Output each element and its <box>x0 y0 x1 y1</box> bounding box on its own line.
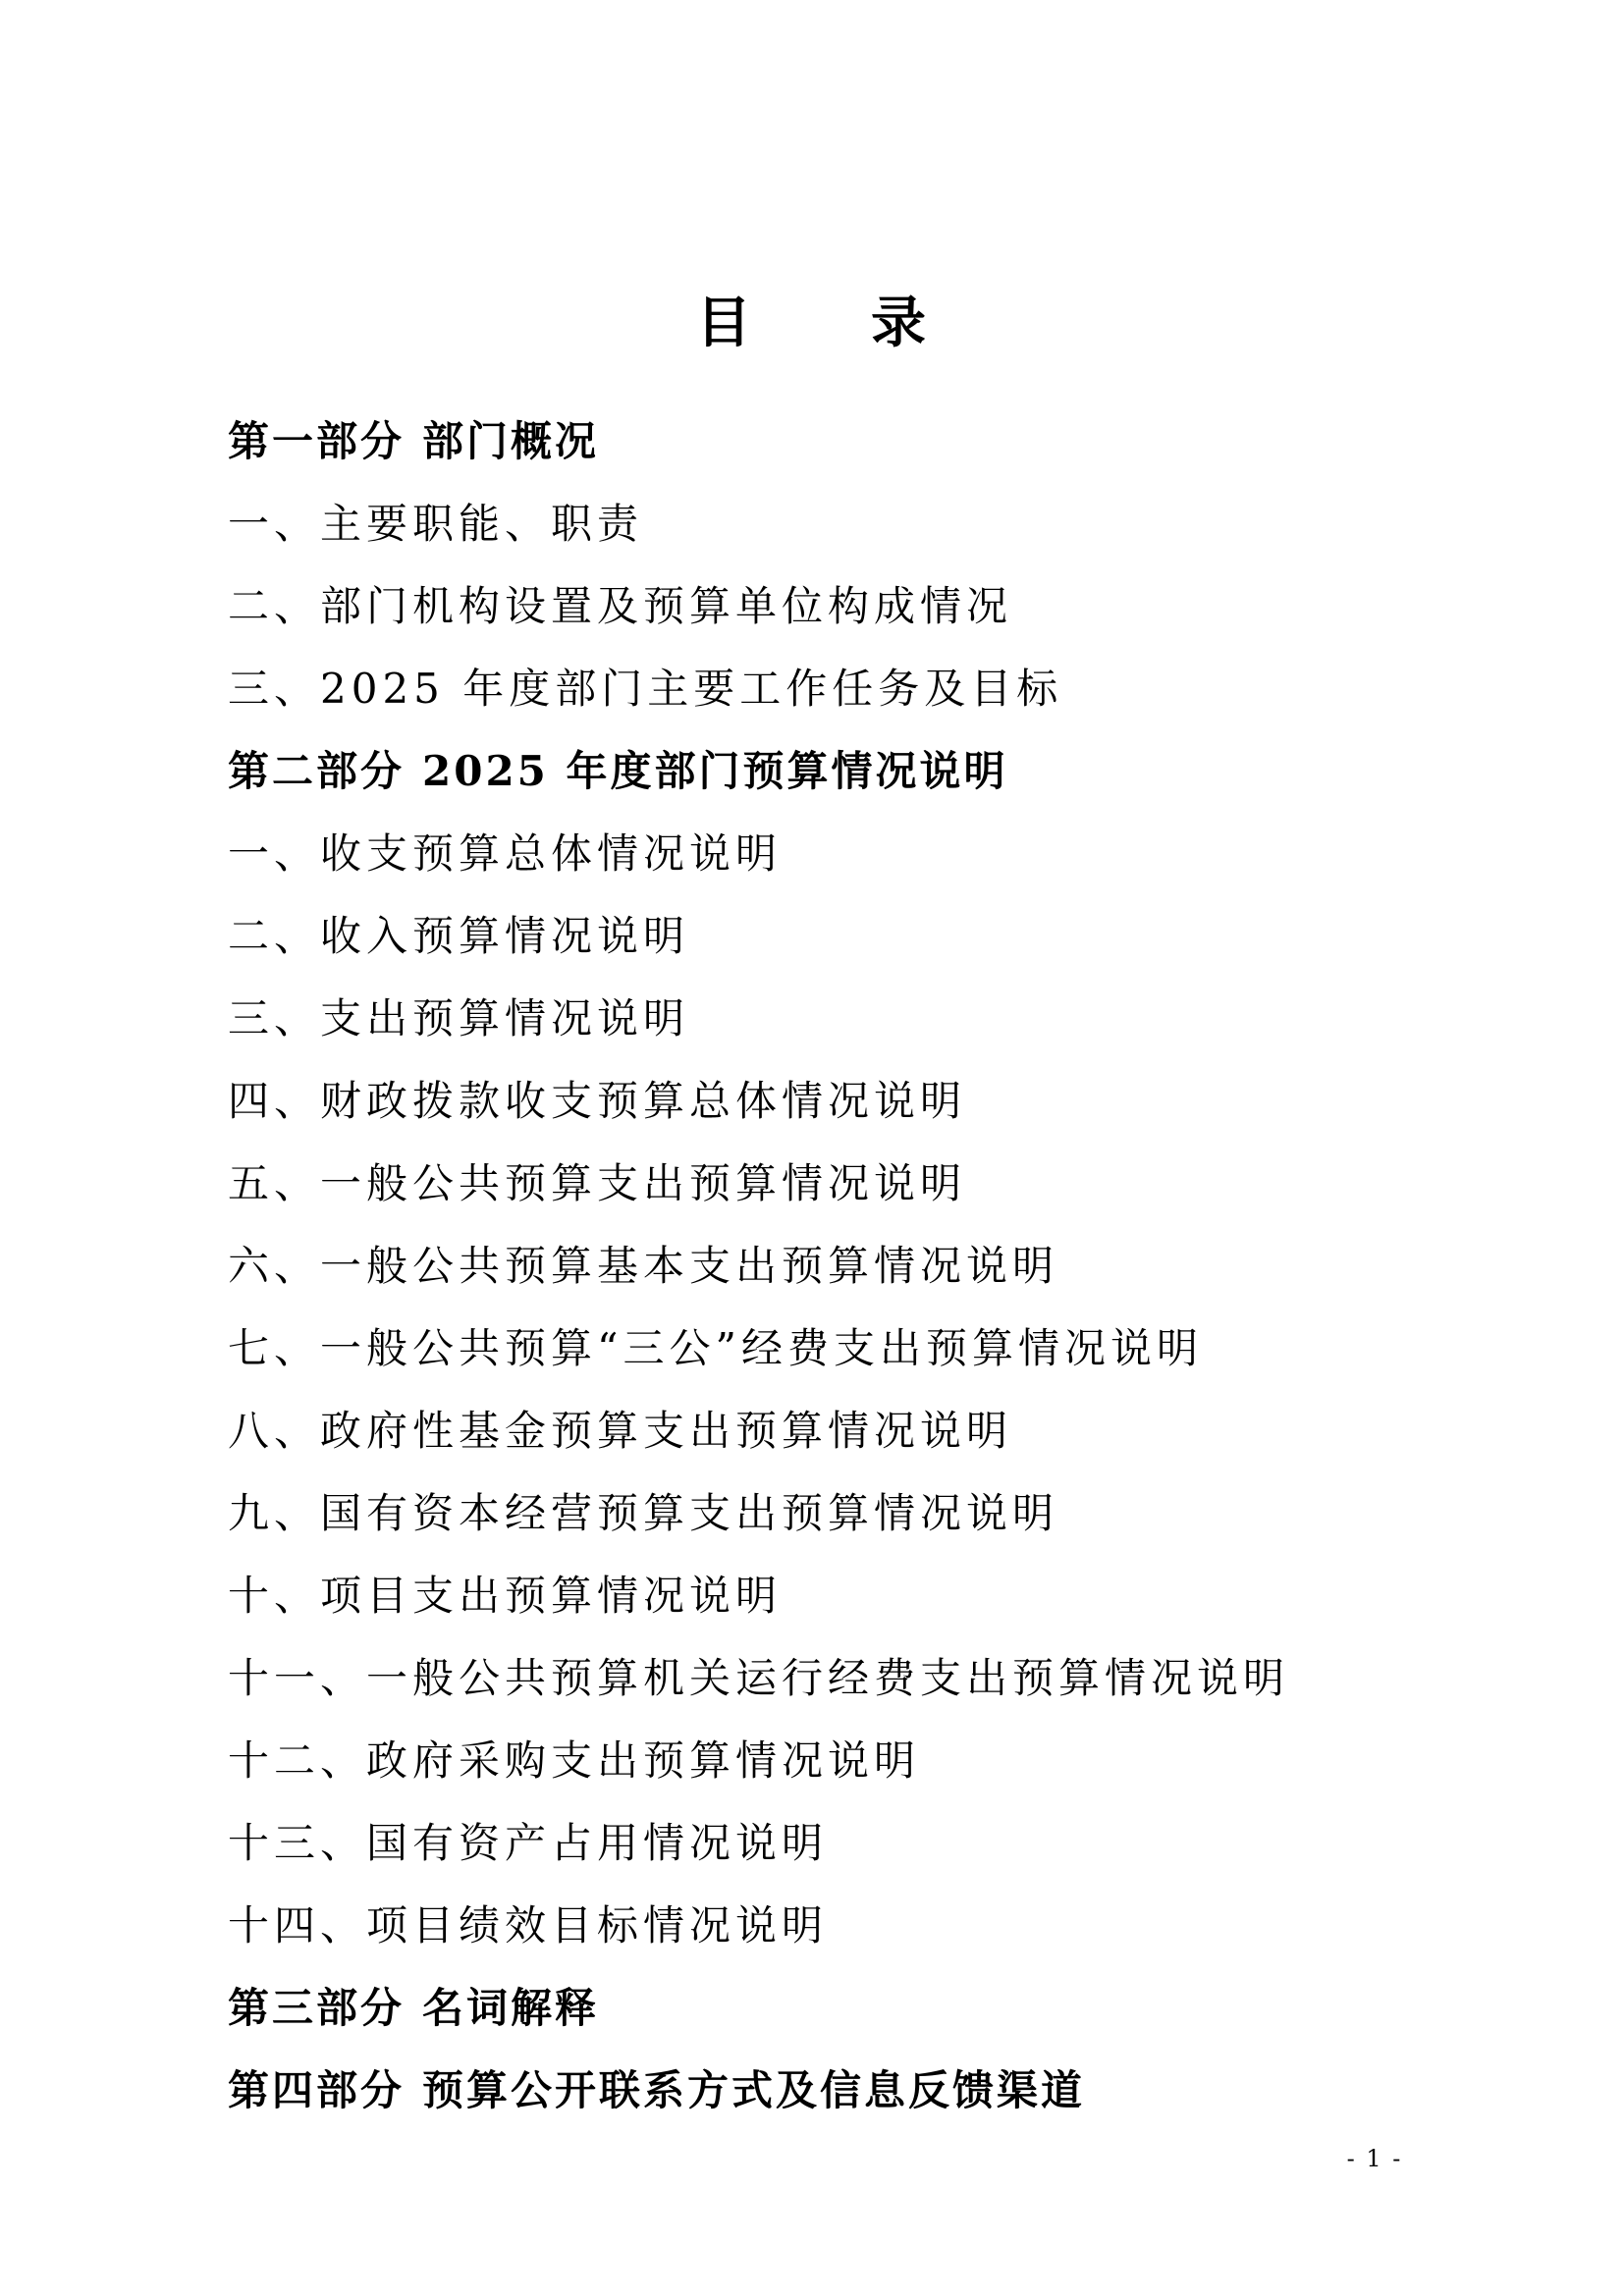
toc-item[interactable]: 三、支出预算情况说明 <box>228 994 690 1042</box>
toc-part-1[interactable] <box>228 412 1504 495</box>
toc-item[interactable]: 十一、一般公共预算机关运行经费支出预算情况说明 <box>228 1654 1290 1702</box>
toc-item[interactable]: 十、项目支出预算情况说明 <box>228 1572 783 1620</box>
toc-item[interactable]: 一、收支预算总体情况说明 <box>228 829 783 878</box>
toc-part-4[interactable] <box>228 2061 1504 2144</box>
toc-item[interactable]: 八、政府性基金预算支出预算情况说明 <box>228 1407 1013 1455</box>
toc-part-title: 部门概况 <box>422 417 600 465</box>
toc-part-number: 第二部分 <box>228 747 406 795</box>
toc-part-number: 第三部分 <box>228 1984 406 2032</box>
toc-part-number: 第一部分 <box>228 417 406 465</box>
toc-item[interactable]: 十四、项目绩效目标情况说明 <box>228 1901 829 1949</box>
toc-item[interactable]: 九、国有资本经营预算支出预算情况说明 <box>228 1489 1059 1537</box>
title-char-left: 目 <box>696 291 753 355</box>
toc-item[interactable]: 三、2025 年度部门主要工作任务及目标 <box>228 665 1063 713</box>
toc-item[interactable]: 十二、政府采购支出预算情况说明 <box>228 1736 921 1785</box>
table-of-contents <box>228 412 1504 2144</box>
toc-part-title: 预算公开联系方式及信息反馈渠道 <box>422 2066 1086 2114</box>
toc-item[interactable]: 二、部门机构设置及预算单位构成情况 <box>228 582 1013 630</box>
page-number: - 1 - <box>1346 2145 1403 2172</box>
toc-item[interactable]: 四、财政拨款收支预算总体情况说明 <box>228 1077 967 1125</box>
title-char-right: 录 <box>871 291 928 355</box>
toc-part-title: 2025 年度部门预算情况说明 <box>422 747 1008 795</box>
toc-part-3[interactable] <box>228 1979 1504 2061</box>
toc-item[interactable]: 七、一般公共预算“三公”经费支出预算情况说明 <box>228 1324 1203 1372</box>
page-title <box>0 280 1624 358</box>
toc-item[interactable]: 一、主要职能、职责 <box>228 500 644 548</box>
toc-item[interactable]: 二、收入预算情况说明 <box>228 912 690 960</box>
toc-item[interactable]: 六、一般公共预算基本支出预算情况说明 <box>228 1242 1059 1290</box>
toc-part-number: 第四部分 <box>228 2066 406 2114</box>
toc-part-title: 名词解释 <box>422 1984 600 2032</box>
toc-item[interactable]: 十三、国有资产占用情况说明 <box>228 1819 829 1867</box>
toc-part-2[interactable] <box>228 742 1504 825</box>
toc-item[interactable]: 五、一般公共预算支出预算情况说明 <box>228 1159 967 1207</box>
